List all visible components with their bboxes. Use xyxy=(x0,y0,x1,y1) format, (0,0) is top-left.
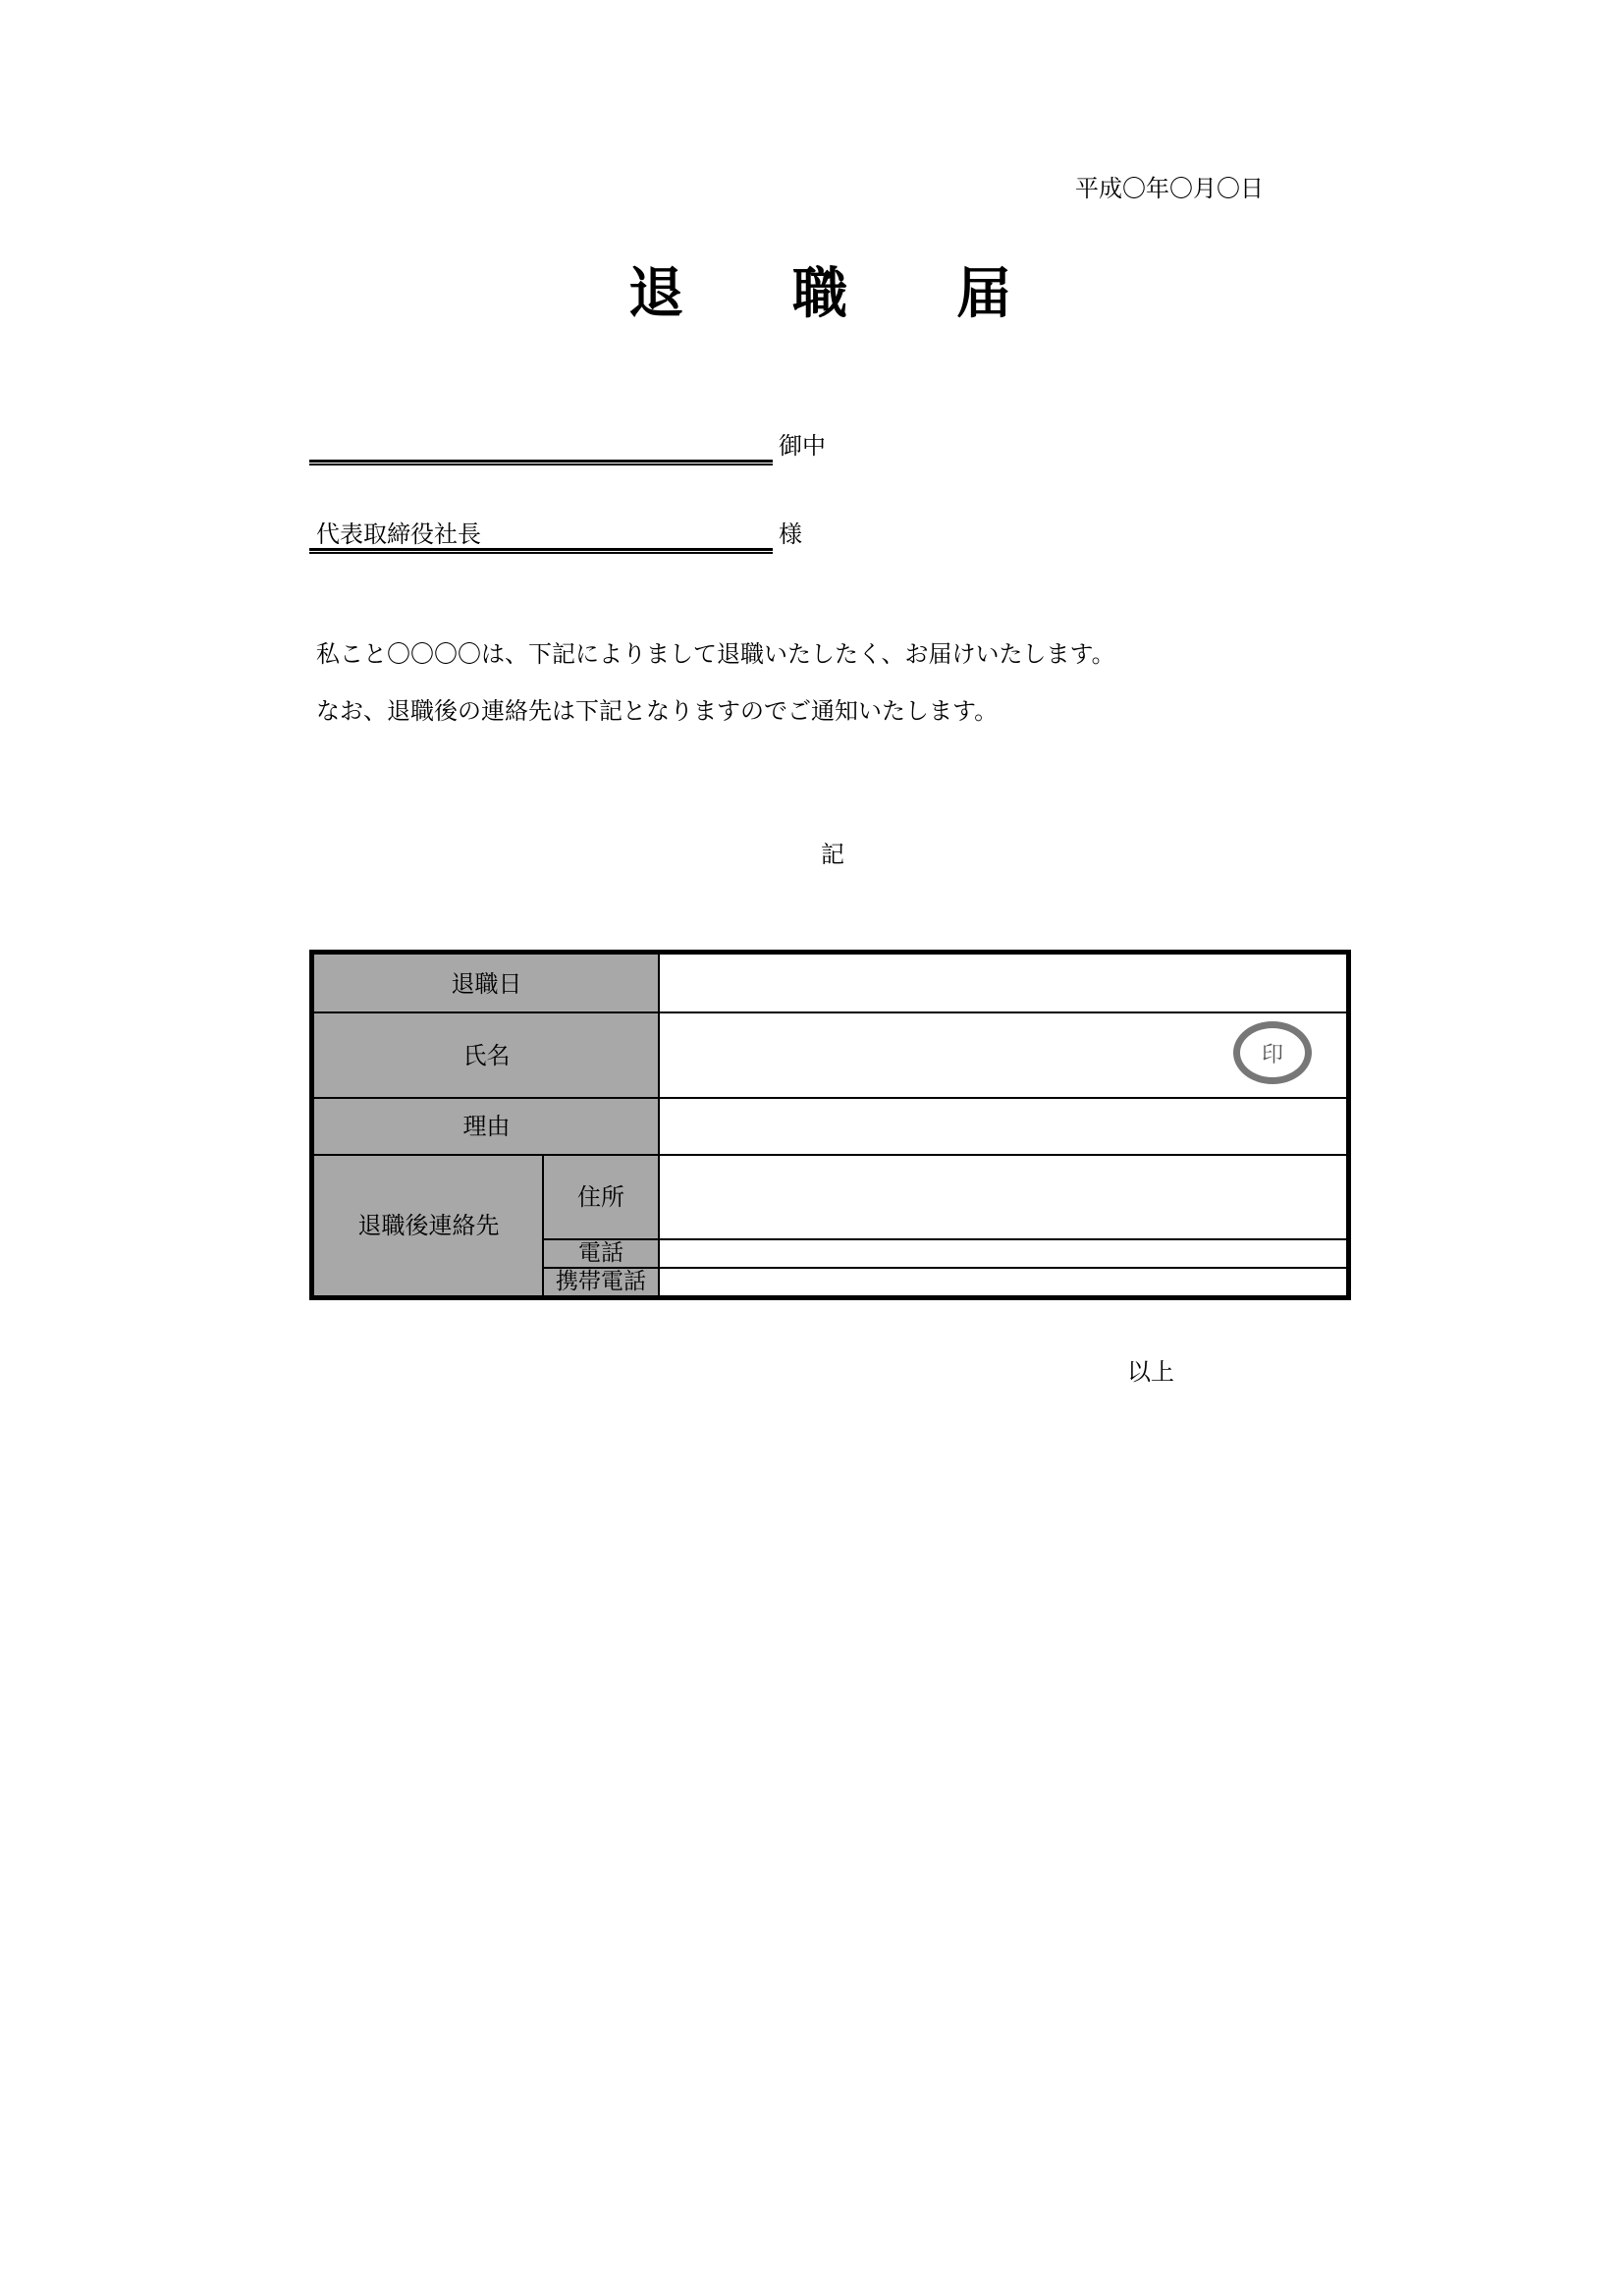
title-char-2: 職 xyxy=(792,262,847,326)
president-name-line[interactable] xyxy=(309,548,773,554)
reason-field[interactable] xyxy=(659,1098,1346,1155)
grid-line xyxy=(314,1097,1346,1099)
document-title xyxy=(628,250,1011,329)
mobile-field[interactable] xyxy=(659,1268,1346,1295)
addressee-position: 代表取締役社長 xyxy=(316,520,481,548)
body-paragraph-2: なお、退職後の連絡先は下記となりますのでご通知いたします。 xyxy=(316,697,999,725)
contact-label: 退職後連絡先 xyxy=(314,1155,543,1295)
title-char-3: 届 xyxy=(956,262,1011,326)
retirement-date-label: 退職日 xyxy=(314,955,659,1012)
company-name-line[interactable] xyxy=(309,460,773,465)
seal-stamp-icon: 印 xyxy=(1233,1021,1312,1084)
grid-line xyxy=(543,1267,1346,1269)
address-label: 住所 xyxy=(543,1155,659,1239)
company-suffix: 御中 xyxy=(779,432,826,460)
resignation-form-table xyxy=(309,950,1351,1300)
body-paragraph-1: 私こと〇〇〇〇は、下記によりまして退職いたしたく、お届けいたします。 xyxy=(316,640,1115,668)
document-date: 平成〇年〇月〇日 xyxy=(1075,175,1264,202)
phone-field[interactable] xyxy=(659,1239,1346,1268)
grid-line xyxy=(314,1011,1346,1013)
ki-heading: 記 xyxy=(821,841,844,868)
name-label: 氏名 xyxy=(314,1012,659,1098)
grid-line xyxy=(314,1154,1346,1156)
addressee-honorific: 様 xyxy=(779,520,802,548)
mobile-label: 携帯電話 xyxy=(543,1268,659,1295)
phone-label: 電話 xyxy=(543,1239,659,1268)
grid-line xyxy=(542,1154,544,1295)
closing-text: 以上 xyxy=(1127,1358,1174,1386)
address-field[interactable] xyxy=(659,1155,1346,1239)
title-char-1: 退 xyxy=(628,262,683,326)
reason-label: 理由 xyxy=(314,1098,659,1155)
grid-line xyxy=(543,1238,1346,1240)
grid-line xyxy=(658,955,660,1295)
retirement-date-field[interactable] xyxy=(659,955,1346,1012)
